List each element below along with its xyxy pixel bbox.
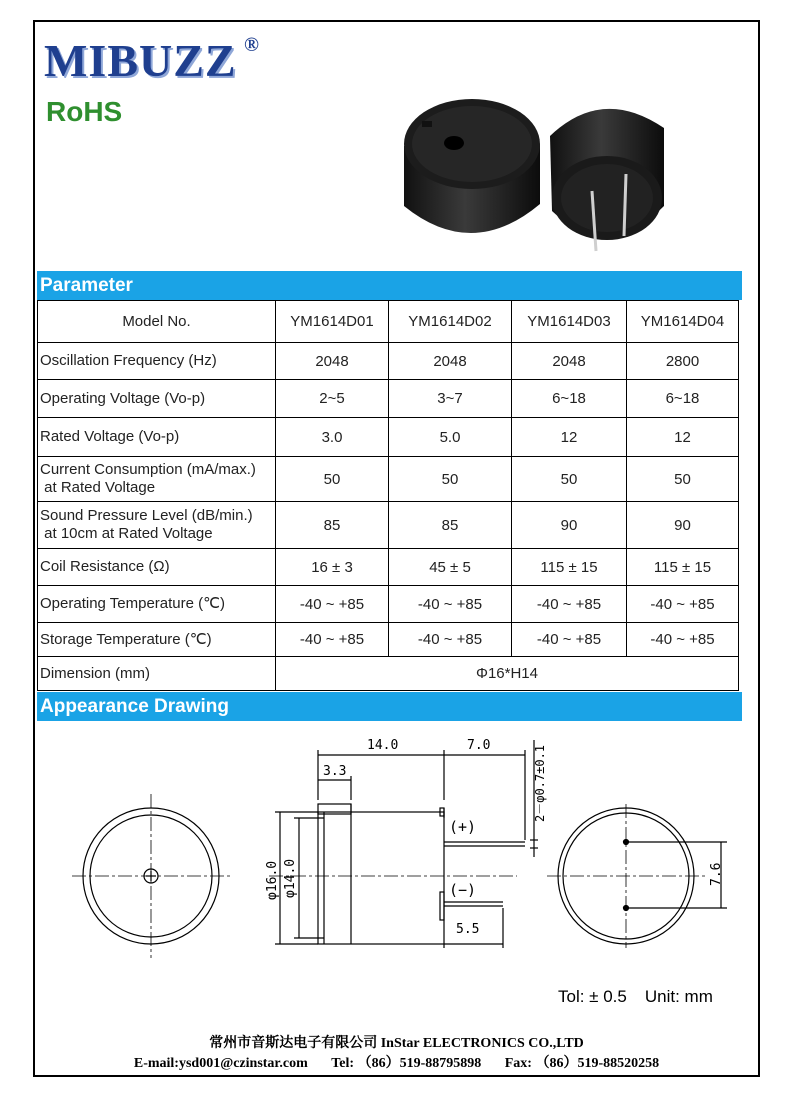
- rohs-label: RoHS: [46, 96, 123, 127]
- table-row: [38, 502, 739, 549]
- row-value: 90: [512, 502, 627, 549]
- row-label: Rated Voltage (Vo-p): [38, 418, 276, 457]
- footer-email: E-mail:ysd001@czinstar.com: [133, 1056, 308, 1071]
- registered-mark: ®: [244, 34, 259, 56]
- footer-contact: [0, 1052, 793, 1072]
- dim-inner-dia-label: φ14.0: [283, 858, 298, 898]
- row-value: 85: [389, 502, 512, 549]
- footer-company: 常州市音斯达电子有限公司 InStar ELECTRONICS CO.,LTD: [209, 1036, 584, 1051]
- plus-pin-label: (+): [449, 818, 477, 836]
- parameter-section-title: Parameter: [37, 271, 742, 300]
- row-value: 12: [627, 418, 739, 457]
- back-view: [547, 804, 727, 948]
- row-value: 115 ± 15: [627, 549, 739, 586]
- product-photo: [392, 86, 682, 266]
- table-row: [38, 418, 739, 457]
- row-label: [38, 502, 276, 549]
- row-label: Dimension (mm): [38, 657, 276, 691]
- row-value: -40 ~ +85: [276, 586, 389, 623]
- model-no-label: Model No.: [38, 301, 276, 343]
- table-row: [38, 457, 739, 502]
- row-value: 6~18: [512, 380, 627, 418]
- parameter-table: [37, 300, 739, 691]
- table-header-row: [38, 301, 739, 343]
- row-value: -40 ~ +85: [627, 623, 739, 657]
- row-value: 2800: [627, 343, 739, 380]
- row-value: 50: [389, 457, 512, 502]
- row-value: 50: [627, 457, 739, 502]
- row-value: -40 ~ +85: [512, 586, 627, 623]
- row-label: Oscillation Frequency (Hz): [38, 343, 276, 380]
- row-value: 16 ± 3: [276, 549, 389, 586]
- row-value: 5.0: [389, 418, 512, 457]
- row-value: -40 ~ +85: [627, 586, 739, 623]
- row-label-line: at 10cm at Rated Voltage: [40, 525, 213, 542]
- footer-fax: Fax: （86）519-88520258: [504, 1056, 660, 1071]
- row-value: 2048: [512, 343, 627, 380]
- dim-pin-dia-label: 2－φ0.7±0.1: [533, 744, 547, 822]
- model-name: YM1614D02: [389, 301, 512, 343]
- row-label: Storage Temperature (℃): [38, 623, 276, 657]
- dim-pin-length-label: 7.0: [467, 738, 491, 753]
- row-label: Operating Temperature (℃): [38, 586, 276, 623]
- side-view: [269, 740, 538, 948]
- dim-top-step-label: 3.3: [323, 764, 347, 779]
- table-row: [38, 549, 739, 586]
- unit-value: Unit: mm: [644, 987, 713, 1006]
- tolerance-note: [558, 987, 731, 1007]
- row-value: 2~5: [276, 380, 389, 418]
- drawing-section-title: Appearance Drawing: [37, 692, 742, 721]
- row-value: 3~7: [389, 380, 512, 418]
- footer-tel: Tel: （86）519-88795898: [331, 1056, 482, 1071]
- model-name: YM1614D04: [627, 301, 739, 343]
- row-value: 2048: [389, 343, 512, 380]
- row-label-line: at Rated Voltage: [40, 479, 156, 496]
- row-value: -40 ~ +85: [276, 623, 389, 657]
- row-label: [38, 457, 276, 502]
- buzzer-front-view: [404, 99, 540, 233]
- row-value: 45 ± 5: [389, 549, 512, 586]
- model-name: YM1614D03: [512, 301, 627, 343]
- dim-length-label: 14.0: [367, 738, 399, 753]
- row-value: 2048: [276, 343, 389, 380]
- row-value: -40 ~ +85: [389, 586, 512, 623]
- row-label: Coil Resistance (Ω): [38, 549, 276, 586]
- row-value: 50: [276, 457, 389, 502]
- dim-pin-spacing-label: 7.6: [709, 862, 724, 886]
- buzzer-back-view: [550, 109, 664, 251]
- row-label-line: Current Consumption (mA/max.): [40, 461, 256, 478]
- row-value: 115 ± 15: [512, 549, 627, 586]
- model-name: YM1614D01: [276, 301, 389, 343]
- row-value: 50: [512, 457, 627, 502]
- tolerance-value: Tol: ± 0.5: [558, 987, 627, 1006]
- table-row: [38, 623, 739, 657]
- appearance-drawing: [37, 722, 742, 982]
- row-label: Operating Voltage (Vo-p): [38, 380, 276, 418]
- dim-outer-dia-label: φ16.0: [265, 860, 280, 900]
- row-value: 85: [276, 502, 389, 549]
- row-value: 12: [512, 418, 627, 457]
- row-value: 3.0: [276, 418, 389, 457]
- table-row: [38, 586, 739, 623]
- front-view: [72, 794, 230, 958]
- minus-pin-label: (−): [449, 881, 477, 899]
- table-row: [38, 657, 739, 691]
- dim-pin-offset-label: 5.5: [456, 922, 480, 937]
- row-value: -40 ~ +85: [389, 623, 512, 657]
- row-label-line: Sound Pressure Level (dB/min.): [40, 507, 253, 524]
- dimension-value: Φ16*H14: [276, 657, 739, 691]
- row-value: 90: [627, 502, 739, 549]
- table-row: [38, 343, 739, 380]
- row-value: -40 ~ +85: [512, 623, 627, 657]
- table-row: [38, 380, 739, 418]
- brand-logo: MIBUZZ: [44, 35, 237, 86]
- row-value: 6~18: [627, 380, 739, 418]
